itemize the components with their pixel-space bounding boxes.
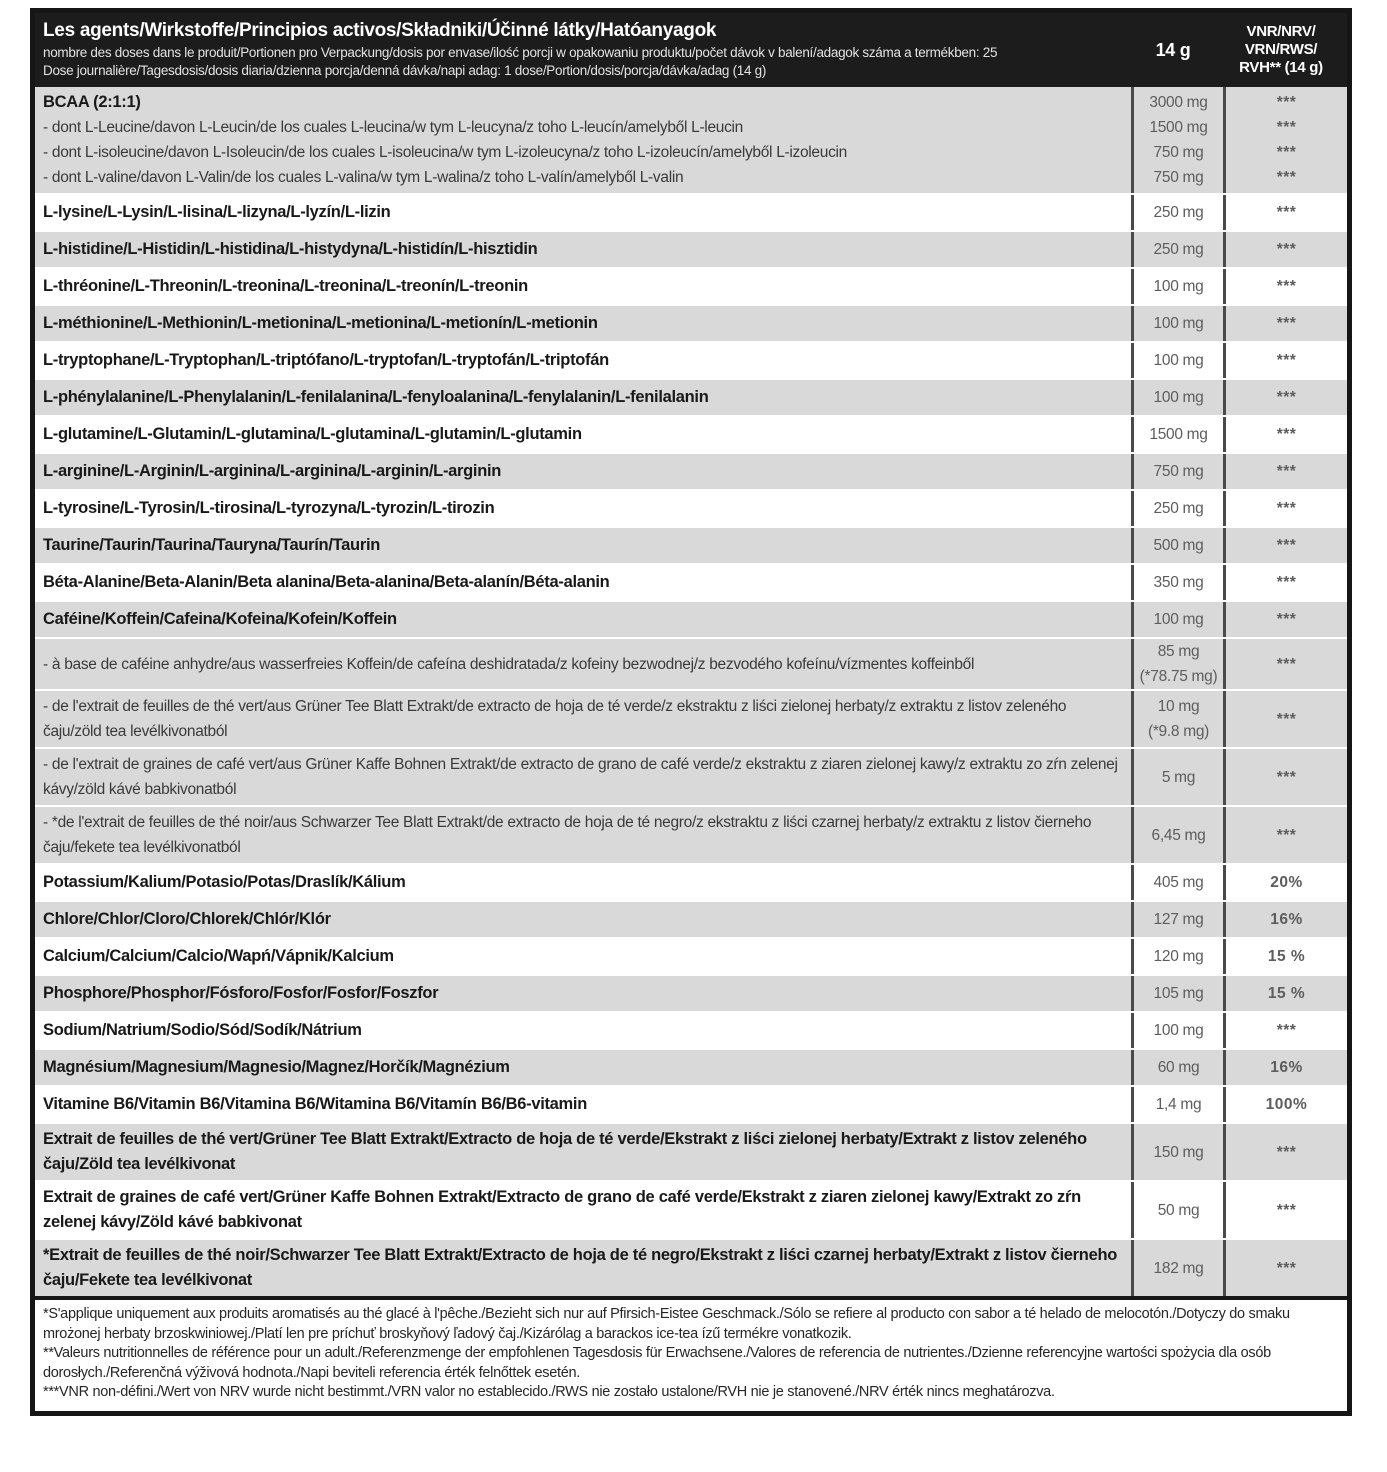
- nrv-value: ***: [1276, 1143, 1297, 1161]
- nrv-cell: [1223, 195, 1347, 230]
- ingredient-name-cell: [35, 343, 1131, 378]
- ingredient-name-line: L-histidine/L-Histidin/L-histidina/L-histydyna/L-histidín/L-hisztidin: [43, 240, 538, 258]
- nutrition-facts-table: [30, 8, 1352, 1416]
- table-row: [35, 1048, 1347, 1085]
- amount-cell: [1131, 195, 1223, 230]
- amount-cell: [1131, 807, 1223, 863]
- nrv-value: ***: [1276, 94, 1297, 111]
- table-row: [35, 563, 1347, 600]
- amount-value: 127 mg: [1153, 911, 1204, 928]
- nrv-cell: [1223, 1050, 1347, 1085]
- nrv-value: ***: [1276, 119, 1297, 136]
- amount-value: 1,4 mg: [1155, 1096, 1202, 1113]
- amount-cell: [1131, 87, 1223, 193]
- ingredient-name-line: Béta-Alanine/Beta-Alanin/Beta alanina/Beta-alanina/Beta-alanín/Béta-alanin: [43, 573, 610, 591]
- amount-cell: [1131, 417, 1223, 452]
- nrv-value: ***: [1276, 826, 1297, 844]
- amount-value: 750 mg: [1153, 169, 1204, 186]
- amount-cell: [1131, 1182, 1223, 1238]
- nrv-value: ***: [1276, 768, 1297, 786]
- nrv-value: 15 %: [1267, 985, 1306, 1002]
- ingredient-name-line: - *de l'extrait de feuilles de thé noir/aus Schwarzer Tee Blatt Extrakt/de extracto de hoja de té negro/z ekstraktu z liści czarnej herbaty/z extraktu z listov čierneho čaju/fekete tea levélkivonatból: [43, 814, 1092, 856]
- table-row: [35, 193, 1347, 230]
- nrv-cell: [1223, 417, 1347, 452]
- nrv-value: ***: [1276, 500, 1297, 517]
- table-row: [35, 526, 1347, 563]
- amount-value: 750 mg: [1153, 144, 1204, 161]
- ingredient-name-line: Extrait de feuilles de thé vert/Grüner Tee Blatt Extrakt/Extracto de hoja de té verde/Ekstrakt z liści zielonej herbaty/Extrakt z listov zeleného čaju/Zöld tea levélkivonat: [43, 1130, 1087, 1173]
- ingredient-name-cell: [35, 269, 1131, 304]
- nrv-value: 16%: [1270, 911, 1303, 928]
- nrv-value: ***: [1276, 1022, 1297, 1039]
- ingredient-name-cell: [35, 865, 1131, 900]
- nrv-value: ***: [1276, 574, 1297, 591]
- ingredient-name-line: Sodium/Natrium/Sodio/Sód/Sodík/Nátrium: [43, 1021, 362, 1039]
- ingredient-name-cell: [35, 417, 1131, 452]
- ingredient-name-cell: [35, 976, 1131, 1011]
- amount-cell: [1131, 1013, 1223, 1048]
- ingredient-name-cell: [35, 565, 1131, 600]
- amount-value: 500 mg: [1153, 537, 1204, 554]
- nrv-value: ***: [1276, 204, 1297, 221]
- amount-value: 5 mg: [1161, 768, 1196, 786]
- amount-cell: [1131, 691, 1223, 747]
- amount-cell: [1131, 639, 1223, 689]
- nrv-value: 15 %: [1267, 948, 1306, 965]
- nrv-cell: [1223, 749, 1347, 805]
- table-row: [35, 1238, 1347, 1296]
- nrv-value: ***: [1276, 655, 1297, 673]
- table-row: [35, 230, 1347, 267]
- header-nrv-column: [1219, 13, 1347, 87]
- ingredient-name-line: - dont L-Leucine/davon L-Leucin/de los cuales L-leucina/w tym L-leucyna/z toho L-leucín/amelyből L-leucin: [43, 119, 743, 136]
- amount-cell: [1131, 976, 1223, 1011]
- ingredient-name-cell: [35, 639, 1131, 689]
- table-row: [35, 304, 1347, 341]
- nrv-cell: [1223, 639, 1347, 689]
- ingredient-name-line: Chlore/Chlor/Cloro/Chlorek/Chlór/Klór: [43, 910, 331, 928]
- ingredient-name-cell: [35, 232, 1131, 267]
- table-row: [35, 489, 1347, 526]
- nrv-value: ***: [1276, 710, 1297, 728]
- ingredient-name-line: Calcium/Calcium/Calcio/Wapń/Vápnik/Kalcium: [43, 947, 394, 965]
- table-row: [35, 747, 1347, 805]
- ingredient-name-cell: [35, 380, 1131, 415]
- nrv-cell: [1223, 380, 1347, 415]
- amount-value: (*78.75 mg): [1139, 668, 1218, 685]
- table-row: [35, 415, 1347, 452]
- amount-value: 3000 mg: [1149, 94, 1208, 111]
- header-servings-line: nombre des doses dans le produit/Portionen pro Verpackung/dosis por envase/ilość porcji w opakowaniu produktu/počet dávok v balení/adagok száma a termékben: 25: [43, 45, 998, 60]
- amount-cell: [1131, 749, 1223, 805]
- nrv-cell: [1223, 306, 1347, 341]
- nrv-value: ***: [1276, 169, 1297, 186]
- amount-value: 100 mg: [1153, 389, 1204, 406]
- amount-value: 1500 mg: [1149, 119, 1208, 136]
- ingredient-name-cell: [35, 1240, 1131, 1296]
- amount-value: 10 mg: [1157, 698, 1200, 715]
- amount-cell: [1131, 865, 1223, 900]
- footnotes: [35, 1296, 1347, 1411]
- nrv-value: 20%: [1270, 874, 1303, 891]
- ingredient-name-line: L-glutamine/L-Glutamin/L-glutamina/L-glutamina/L-glutamin/L-glutamin: [43, 425, 582, 443]
- table-row: [35, 267, 1347, 304]
- ingredient-name-line: *Extrait de feuilles de thé noir/Schwarzer Tee Blatt Extrakt/Extracto de hoja de té negro/Ekstrakt z liści czarnej herbaty/Extrakt z listov čierneho čaju/Fekete tea levélkivonat: [43, 1246, 1118, 1289]
- table-row: [35, 452, 1347, 489]
- nrv-cell: [1223, 528, 1347, 563]
- amount-cell: [1131, 454, 1223, 489]
- ingredient-name-cell: [35, 807, 1131, 863]
- amount-value: (*9.8 mg): [1147, 723, 1210, 740]
- header-nrv-line: VRN/RWS/: [1244, 41, 1318, 58]
- amount-value: 60 mg: [1157, 1059, 1200, 1076]
- nrv-cell: [1223, 232, 1347, 267]
- amount-value: 100 mg: [1153, 1022, 1204, 1039]
- table-row: [35, 937, 1347, 974]
- nrv-value: ***: [1276, 611, 1297, 628]
- nrv-cell: [1223, 691, 1347, 747]
- amount-cell: [1131, 1087, 1223, 1122]
- amount-value: 105 mg: [1153, 985, 1204, 1002]
- ingredient-name-cell: [35, 306, 1131, 341]
- nrv-cell: [1223, 602, 1347, 637]
- nrv-value: ***: [1276, 1259, 1297, 1277]
- amount-value: 50 mg: [1157, 1201, 1200, 1219]
- nrv-cell: [1223, 902, 1347, 937]
- table-row: [35, 1085, 1347, 1122]
- table-row: [35, 87, 1347, 193]
- ingredient-name-cell: [35, 87, 1131, 193]
- header-nrv-line: VNR/NRV/: [1246, 23, 1316, 40]
- ingredient-name-cell: [35, 691, 1131, 747]
- table-row: [35, 689, 1347, 747]
- ingredient-name-cell: [35, 1050, 1131, 1085]
- ingredient-name-cell: [35, 939, 1131, 974]
- amount-value: 6,45 mg: [1151, 826, 1206, 844]
- amount-cell: [1131, 232, 1223, 267]
- ingredient-name-line: - de l'extrait de graines de café vert/aus Grüner Kaffe Bohnen Extrakt/de extracto de grano de café verde/z ekstraktu z ziaren zielonej kawy/z extraktu zo zŕn zelenej kávy/zöld kávé babkivonatból: [43, 756, 1118, 798]
- ingredient-name-line: L-tryptophane/L-Tryptophan/L-triptófano/L-tryptofan/L-tryptofán/L-triptofán: [43, 351, 609, 369]
- ingredient-name-line: Taurine/Taurin/Taurina/Tauryna/Taurín/Taurin: [43, 536, 381, 554]
- nrv-cell: [1223, 939, 1347, 974]
- amount-cell: [1131, 902, 1223, 937]
- ingredient-name-line: Potassium/Kalium/Potasio/Potas/Draslík/Kálium: [43, 873, 406, 891]
- table-row: [35, 600, 1347, 637]
- table-row: [35, 805, 1347, 863]
- table-body: [35, 87, 1347, 1296]
- table-row: [35, 1011, 1347, 1048]
- ingredient-name-cell: [35, 902, 1131, 937]
- table-row: [35, 378, 1347, 415]
- amount-value: 250 mg: [1153, 241, 1204, 258]
- amount-value: 100 mg: [1153, 315, 1204, 332]
- ingredient-name-cell: [35, 1013, 1131, 1048]
- nrv-cell: [1223, 1182, 1347, 1238]
- ingredient-name-cell: [35, 1124, 1131, 1180]
- table-row: [35, 341, 1347, 378]
- amount-value: 405 mg: [1153, 874, 1204, 891]
- amount-value: 750 mg: [1153, 463, 1204, 480]
- table-row: [35, 863, 1347, 900]
- nrv-value: ***: [1276, 426, 1297, 443]
- nrv-cell: [1223, 1013, 1347, 1048]
- header-title: Les agents/Wirkstoffe/Principios activos/Składniki/Účinné látky/Hatóanyagok: [43, 20, 717, 41]
- footnote-reference-values: **Valeurs nutritionnelles de référence pour un adult./Referenzmenge der empfohlenen Tagesdosis für Erwachsene./Valores de referencia de nutrientes./Dzienne referencyjne wartości spożycia dla osób dorosłych./Referenčná výživová hodnota./Napi beviteli referencia érték felnőttek esetén.: [43, 1345, 1271, 1381]
- ingredient-name-line: - de l'extrait de feuilles de thé vert/aus Grüner Tee Blatt Extrakt/de extracto de hoja de té verde/z ekstraktu z liści zielonej herbaty/z extraktu z listov zeleného čaju/zöld tea levélkivonatból: [43, 698, 1067, 740]
- ingredient-name-line: - dont L-isoleucine/davon L-Isoleucin/de los cuales L-isoleucina/w tym L-izoleucyna/z toho L-izoleucín/amelyből L-izoleucin: [43, 144, 847, 161]
- nrv-value: 16%: [1270, 1059, 1303, 1076]
- ingredient-name-line: L-tyrosine/L-Tyrosin/L-tirosina/L-tyrozyna/L-tyrozin/L-tirozin: [43, 499, 495, 517]
- nrv-cell: [1223, 1124, 1347, 1180]
- header-nrv-line: RVH** (14 g): [1239, 59, 1323, 76]
- amount-cell: [1131, 380, 1223, 415]
- footnote-peach-flavour: *S'applique uniquement aux produits aromatisés au thé glacé à l'pêche./Bezieht sich nur auf Pfirsich-Eistee Geschmack./Sólo se refiere al producto con sabor a té helado de melocotón./Dotyczy do smaku mrożonej herbaty brzoskwiniowej./Platí len pre príchuť broskyňový ľadový čaj./Kizárólag a barackos ice-tea ízű termékre vonatkozik.: [43, 1306, 1290, 1342]
- nrv-value: ***: [1276, 278, 1297, 295]
- ingredient-name-line: Vitamine B6/Vitamin B6/Vitamina B6/Witamina B6/Vitamín B6/B6-vitamin: [43, 1095, 587, 1113]
- table-row: [35, 1180, 1347, 1238]
- ingredient-name-cell: [35, 749, 1131, 805]
- amount-value: 85 mg: [1157, 643, 1200, 660]
- amount-value: 350 mg: [1153, 574, 1204, 591]
- amount-value: 250 mg: [1153, 204, 1204, 221]
- amount-cell: [1131, 1124, 1223, 1180]
- nrv-cell: [1223, 565, 1347, 600]
- table-header: [35, 13, 1347, 87]
- amount-cell: [1131, 491, 1223, 526]
- nrv-value: ***: [1276, 352, 1297, 369]
- nrv-cell: [1223, 807, 1347, 863]
- nrv-cell: [1223, 87, 1347, 193]
- nrv-value: ***: [1276, 1201, 1297, 1219]
- table-row: [35, 900, 1347, 937]
- amount-value: 182 mg: [1153, 1259, 1204, 1277]
- nrv-cell: [1223, 343, 1347, 378]
- amount-cell: [1131, 343, 1223, 378]
- table-row: [35, 1122, 1347, 1180]
- ingredient-name-line: - à base de caféine anhydre/aus wasserfreies Koffein/de cafeína deshidratada/z kofeiny bezwodnej/z bezvodého kofeínu/vízmentes koffeinből: [43, 655, 975, 673]
- nrv-value: ***: [1276, 144, 1297, 161]
- ingredient-name-line: Extrait de graines de café vert/Grüner Kaffe Bohnen Extrakt/Extracto de grano de café verde/Ekstrakt z ziaren zielonej kawy/Extrakt zo zŕn zelenej kávy/Zöld kávé babkivonat: [43, 1188, 1081, 1231]
- amount-value: 100 mg: [1153, 352, 1204, 369]
- ingredient-name-line: L-phénylalanine/L-Phenylalanin/L-fenilalanina/L-fenyloalanina/L-fenylalanin/L-fenilalanin: [43, 388, 709, 406]
- table-row: [35, 637, 1347, 689]
- nrv-cell: [1223, 454, 1347, 489]
- footnote-nrv-not-defined: ***VNR non-défini./Wert von NRV wurde nicht bestimmt./VRN valor no establecido./RWS nie zostało ustalone/RVH nie je stanovené./NRV érték nincs meghatározva.: [43, 1384, 1055, 1400]
- amount-value: 250 mg: [1153, 500, 1204, 517]
- ingredient-name-cell: [35, 528, 1131, 563]
- amount-value: 150 mg: [1153, 1143, 1204, 1161]
- ingredient-name-line: L-méthionine/L-Methionin/L-metionina/L-metionina/L-metionín/L-metionin: [43, 314, 598, 332]
- ingredient-name-line: Caféine/Koffein/Cafeina/Kofeina/Kofein/Koffein: [43, 610, 397, 628]
- header-ingredients-column: [35, 13, 1127, 87]
- ingredient-name-line: L-arginine/L-Arginin/L-arginina/L-arginina/L-arginin/L-arginin: [43, 462, 502, 480]
- ingredient-name-line: BCAA (2:1:1): [43, 93, 141, 111]
- ingredient-name-line: Phosphore/Phosphor/Fósforo/Fosfor/Fosfor/Foszfor: [43, 984, 439, 1002]
- ingredient-name-line: Magnésium/Magnesium/Magnesio/Magnez/Horčík/Magnézium: [43, 1058, 510, 1076]
- nrv-cell: [1223, 1240, 1347, 1296]
- ingredient-name-line: - dont L-valine/davon L-Valin/de los cuales L-valina/w tym L-walina/z toho L-valín/amelyből L-valin: [43, 169, 684, 186]
- nrv-value: ***: [1276, 315, 1297, 332]
- amount-cell: [1131, 602, 1223, 637]
- ingredient-name-cell: [35, 1087, 1131, 1122]
- amount-cell: [1131, 1240, 1223, 1296]
- nrv-cell: [1223, 491, 1347, 526]
- ingredient-name-cell: [35, 1182, 1131, 1238]
- nrv-cell: [1223, 269, 1347, 304]
- amount-cell: [1131, 939, 1223, 974]
- ingredient-name-cell: [35, 602, 1131, 637]
- header-daily-dose-line: Dose journalière/Tagesdosis/dosis diaria/dzienna porcja/denná dávka/napi adag: 1 dose/Portion/dosis/porcja/dávka/adag (14 g): [43, 63, 767, 78]
- ingredient-name-cell: [35, 195, 1131, 230]
- nrv-value: ***: [1276, 463, 1297, 480]
- ingredient-name-line: L-thréonine/L-Threonin/L-treonina/L-treonina/L-treonín/L-treonin: [43, 277, 528, 295]
- amount-cell: [1131, 565, 1223, 600]
- amount-value: 120 mg: [1153, 948, 1204, 965]
- amount-cell: [1131, 306, 1223, 341]
- amount-value: 100 mg: [1153, 278, 1204, 295]
- header-amount-column: 14 g: [1155, 39, 1191, 60]
- amount-value: 100 mg: [1153, 611, 1204, 628]
- amount-cell: [1131, 269, 1223, 304]
- table-row: [35, 974, 1347, 1011]
- nrv-cell: [1223, 865, 1347, 900]
- ingredient-name-cell: [35, 491, 1131, 526]
- ingredient-name-cell: [35, 454, 1131, 489]
- nrv-cell: [1223, 976, 1347, 1011]
- ingredient-name-line: L-lysine/L-Lysin/L-lisina/L-lizyna/L-lyzín/L-lizin: [43, 203, 391, 221]
- amount-cell: [1131, 1050, 1223, 1085]
- nrv-cell: [1223, 1087, 1347, 1122]
- nrv-value: ***: [1276, 241, 1297, 258]
- amount-cell: [1131, 528, 1223, 563]
- amount-value: 1500 mg: [1149, 426, 1208, 443]
- nrv-value: 100%: [1265, 1096, 1308, 1113]
- nrv-value: ***: [1276, 389, 1297, 406]
- nrv-value: ***: [1276, 537, 1297, 554]
